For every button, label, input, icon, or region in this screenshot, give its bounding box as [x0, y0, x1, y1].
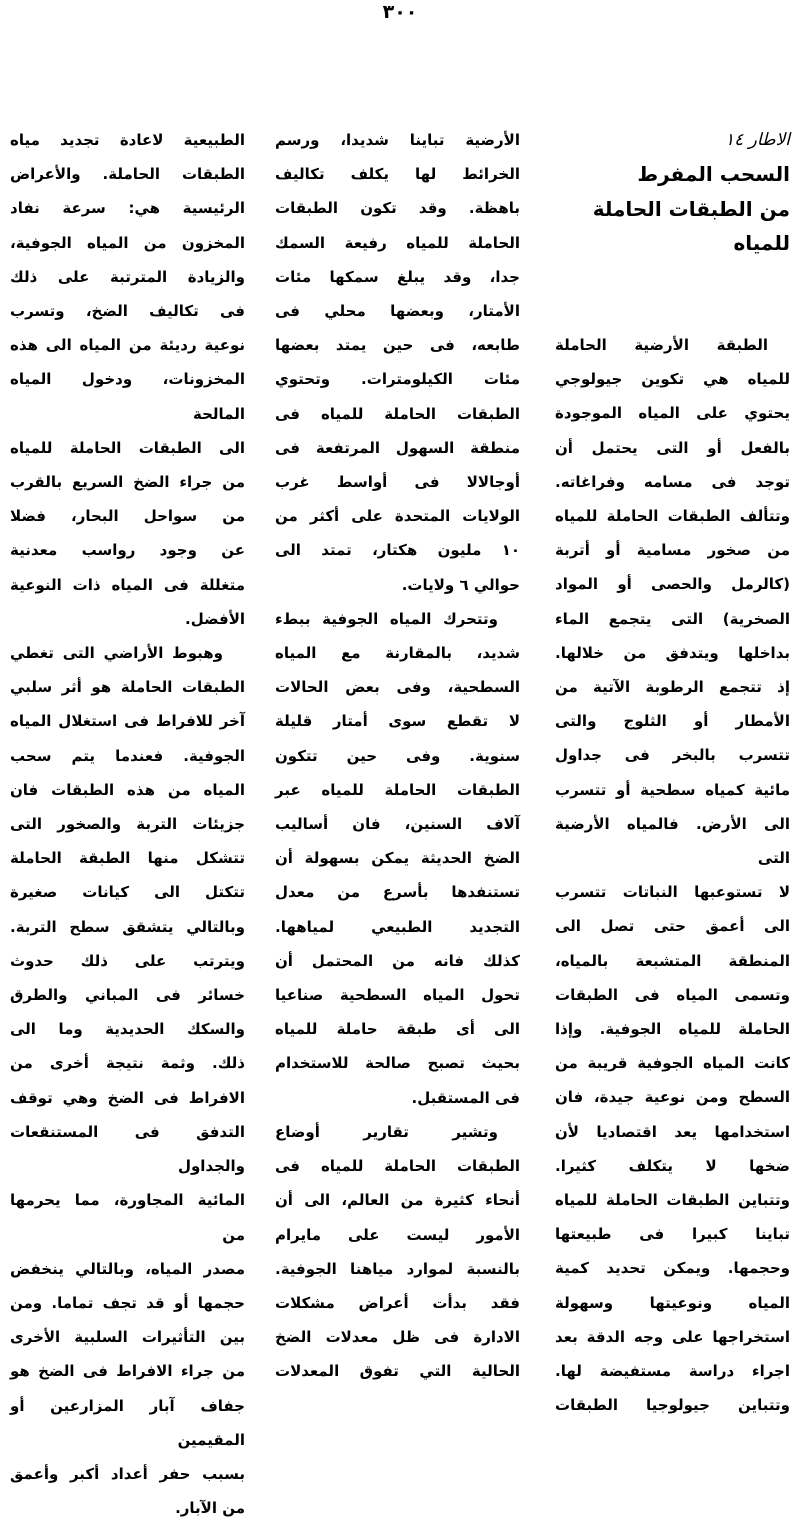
text-line: والزيادة المترتبة على ذلك: [10, 267, 245, 286]
text-line: لا تقطع سوى أمتار قليلة: [275, 712, 520, 731]
text-line: للمياه هي تكوين جيولوجي: [555, 370, 790, 389]
text-line: يحتوي على المياه الموجودة: [555, 404, 790, 423]
text-line: وحجمها. ويمكن تحديد كمية: [555, 1259, 790, 1278]
text-line: وتشير تقارير أوضاع: [275, 1122, 498, 1141]
text-line: الطبقات الحاملة للمياه فى: [275, 1157, 520, 1176]
text-line: سنوية. وفى حين تتكون: [275, 746, 520, 765]
text-line: استخدامها يعد اقتصاديا لأن: [555, 1122, 790, 1141]
text-line: الصخرية) التى يتجمع الماء: [555, 609, 790, 628]
text-line: وهبوط الأراضي التى تغطي: [10, 644, 223, 663]
text-line: الجوفية. فعندما يتم سحب: [10, 746, 245, 765]
text-line: بالفعل أو التى يحتمل أن: [555, 438, 790, 457]
text-line: السطح ومن نوعية جيدة، فان: [555, 1088, 790, 1107]
text-line: والسكك الحديدية وما الى: [10, 1020, 245, 1039]
text-line: أوجالالا فى أواسط غرب: [275, 473, 520, 492]
text-line: من صخور مسامية أو أتربة: [555, 541, 790, 560]
text-line: بداخلها ويتدفق من خلالها.: [555, 643, 790, 662]
text-line: جدا، وقد يبلغ سمكها مئات: [275, 267, 520, 286]
text-line: مئات الكيلومترات. وتحتوي: [275, 370, 520, 389]
text-line: خسائر فى المباني والطرق: [10, 986, 245, 1005]
text-line: الطبيعية لاعادة تجديد مياه: [10, 131, 245, 149]
text-line: استخراجها على وجه الدقة بعد: [555, 1327, 790, 1346]
text-line: كذلك فانه من المحتمل أن: [275, 951, 520, 970]
text-line: طابعه، فى حين يمتد بعضها: [275, 336, 520, 355]
text-line: بحيث تصبح صالحة للاستخدام: [275, 1054, 520, 1073]
text-line: الافراط فى الضخ وهي توقف: [10, 1088, 245, 1107]
text-line: المخزونات، ودخول المياه المالحة: [10, 370, 245, 423]
text-line: بين التأثيرات السلبية الأخرى: [10, 1328, 245, 1347]
text-line: الخرائط لها يكلف تكاليف: [275, 165, 520, 184]
text-line: آلاف السنين، فان أساليب: [275, 815, 520, 834]
sidebar-box: [555, 123, 790, 261]
text-line: تحول المياه السطحية صناعيا: [275, 986, 520, 1005]
text-line: من جراء الضخ السريع بالقرب: [10, 473, 245, 492]
text-line: تباينا كبيرا فى طبيعتها: [555, 1225, 790, 1244]
text-line: الولايات المتحدة على أكثر من: [275, 507, 520, 526]
text-line: من جراء الافراط فى الضخ هو: [10, 1362, 245, 1381]
text-line: حجمها أو قد تجف تماما. ومن: [10, 1293, 245, 1312]
text-line: إذ تتجمع الرطوبة الآتية من: [555, 678, 790, 697]
text-line: وتتحرك المياه الجوفية ببطء: [275, 609, 498, 628]
text-line: آخر للافراط فى استغلال المياه: [10, 712, 245, 731]
text-line: (كالرمل والحصى أو المواد: [555, 575, 790, 594]
text-line: ذلك. وثمة نتيجة أخرى من: [10, 1054, 245, 1073]
text-line: المخزون من المياه الجوفية،: [10, 233, 245, 252]
text-line: الطبقة الأرضية الحاملة: [555, 336, 768, 354]
text-line: وتسمى المياه فى الطبقات: [555, 985, 790, 1004]
text-line: تتسرب بالبخر فى جداول: [555, 746, 790, 765]
text-line: ١٠ مليون هكتار، تمتد الى: [275, 541, 520, 560]
text-line: التدفق فى المستنقعات والجداول: [10, 1122, 245, 1176]
text-line: جفاف آبار المزارعين أو المقيمين: [10, 1396, 245, 1449]
text-line: الادارة فى ظل معدلات الضخ: [275, 1328, 520, 1347]
text-line: لا تستوعبها النباتات تتسرب: [555, 883, 790, 902]
text-line: المياه من هذه الطبقات فان: [10, 780, 245, 799]
text-line: الأرضية تباينا شديدا، ورسم: [275, 131, 520, 149]
text-line: ويترتب على ذلك حدوث: [10, 951, 245, 970]
text-line: حوالي ٦ ولايات.: [401, 575, 520, 594]
text-line: الضخ الحديثة يمكن بسهولة أن: [275, 849, 520, 868]
text-line: الى الأرض. فالمياه الأرضية التى: [555, 814, 790, 868]
text-line: توجد فى مسامه وفراغاته.: [555, 472, 790, 491]
text-line: وتتألف الطبقات الحاملة للمياه: [555, 507, 790, 526]
text-line: وتتباين جيولوجيا الطبقات: [555, 1396, 790, 1415]
text-line: الطبقات الحاملة. والأعراض: [10, 165, 245, 184]
text-line: متغللة فى المياه ذات النوعية: [10, 575, 245, 594]
text-column-right: [555, 328, 790, 1423]
text-line: فقد بدأت أعراض مشكلات: [275, 1293, 520, 1312]
text-line: ضخها لا يتكلف كثيرا.: [555, 1156, 790, 1175]
text-line: وتتباين الطبقات الحاملة للمياه: [555, 1191, 790, 1210]
text-line: الأمطار أو الثلوج والتى: [555, 712, 790, 731]
text-line: شديد، بالمقارنة مع المياه: [275, 644, 520, 663]
text-line: الى أعمق حتى تصل الى: [555, 917, 790, 936]
text-line: أنحاء كثيرة من العالم، الى أن: [275, 1191, 520, 1210]
text-line: نوعية رديئة من المياه الى هذه: [10, 336, 245, 355]
text-line: الأفضل.: [185, 609, 245, 628]
text-line: الى الطبقات الحاملة للمياه: [10, 438, 245, 457]
text-line: تستنفدها بأسرع من معدل: [275, 883, 520, 902]
text-line: فى المستقبل.: [411, 1088, 520, 1107]
text-line: من سواحل البحار، فضلا: [10, 507, 245, 526]
text-line: الأمتار، وبعضها محلي فى: [275, 302, 520, 321]
text-line: بسبب حفر أعداد أكبر وأعمق: [10, 1464, 245, 1483]
text-line: المنطقة المتشبعة بالمياه،: [555, 951, 790, 970]
text-line: السطحية، وفى بعض الحالات: [275, 678, 520, 697]
text-line: منطقة السهول المرتفعة فى: [275, 438, 520, 457]
text-line: الى أى طبقة حاملة للمياه: [275, 1020, 520, 1039]
text-line: الطبقات الحاملة للمياه عبر: [275, 780, 520, 799]
text-line: بالنسبة لموارد مياهنا الجوفية.: [275, 1259, 520, 1278]
text-line: التجديد الطبيعي لمياهها.: [275, 917, 520, 936]
box-label: الاطار ١٤: [724, 130, 790, 150]
text-line: الرئيسية هي: سرعة نفاد: [10, 199, 245, 218]
page-number: ٣٠٠: [382, 1, 418, 23]
text-line: باهظة. وقد تكون الطبقات: [275, 199, 520, 218]
text-line: الأمور ليست على مايرام: [275, 1225, 520, 1244]
text-line: فى تكاليف الضخ، وتسرب: [10, 302, 245, 321]
text-line: الحاملة للمياه رفيعة السمك: [275, 233, 520, 252]
box-title-line: للمياه: [733, 231, 790, 256]
text-line: كانت المياه الجوفية قريبة من: [555, 1054, 790, 1073]
text-line: المائية المجاورة، مما يحرمها من: [10, 1191, 245, 1244]
text-column-middle: [275, 123, 520, 1389]
text-line: المياه ونوعيتها وسهولة: [555, 1293, 790, 1312]
text-line: تتشكل منها الطبقة الحاملة: [10, 849, 245, 868]
text-column-left: [10, 123, 245, 1525]
text-line: الحاملة للمياه الجوفية. وإذا: [555, 1020, 790, 1039]
box-title-line: السحب المفرط: [637, 162, 790, 187]
text-line: الطبقات الحاملة هو أثر سلبي: [10, 678, 245, 697]
text-line: تتكتل الى كيانات صغيرة: [10, 883, 245, 902]
box-title-line: من الطبقات الحاملة: [592, 196, 790, 221]
text-line: من الآبار.: [175, 1499, 245, 1518]
text-line: وبالتالي يتشقق سطح التربة.: [10, 917, 245, 936]
text-line: جزيئات التربة والصخور التى: [10, 815, 245, 834]
text-line: الحالية التي تفوق المعدلات: [275, 1362, 520, 1381]
text-line: مائية كمياه سطحية أو تتسرب: [555, 780, 790, 799]
text-line: مصدر المياه، وبالتالي ينخفض: [10, 1259, 245, 1278]
text-line: عن وجود رواسب معدنية: [10, 541, 245, 560]
text-line: اجراء دراسة مستفيضة لها.: [555, 1362, 790, 1381]
text-line: الطبقات الحاملة للمياه فى: [275, 404, 520, 423]
